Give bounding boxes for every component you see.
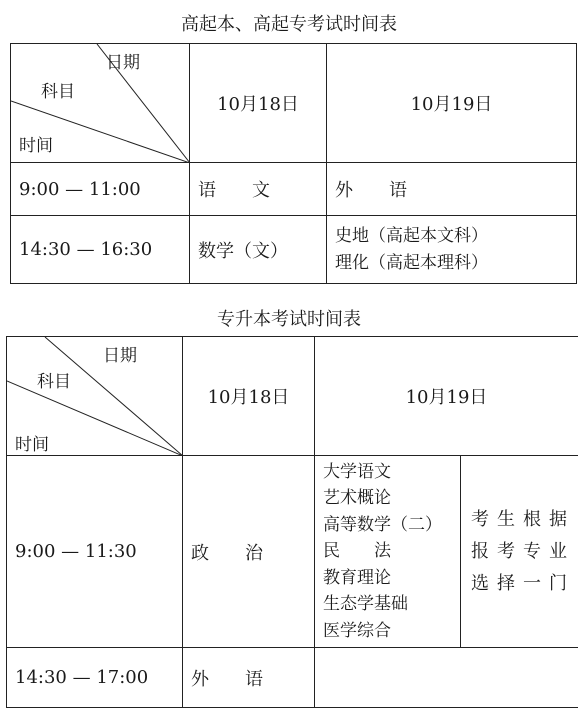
upgrade-exam-schedule-table bbox=[6, 336, 578, 708]
subject-cell: 语 文 bbox=[190, 163, 327, 216]
subject-line: 医学综合 bbox=[323, 618, 460, 645]
subject-header-label: 科目 bbox=[37, 367, 71, 392]
subject-list-cell bbox=[315, 456, 461, 648]
table-header-row bbox=[11, 44, 577, 163]
subject-cell: 外 语 bbox=[183, 648, 315, 708]
subject-list-cell bbox=[327, 216, 577, 284]
selection-note-cell bbox=[461, 456, 578, 648]
time-header-label: 时间 bbox=[15, 430, 49, 455]
time-cell: 14:30 — 17:00 bbox=[7, 648, 183, 708]
date-header-label: 日期 bbox=[106, 48, 140, 73]
table-header-row bbox=[7, 337, 578, 456]
diagonal-header-cell bbox=[7, 337, 183, 456]
subject-line: 史地（高起本文科） bbox=[335, 223, 576, 250]
subject-header-label: 科目 bbox=[41, 77, 75, 102]
diagonal-header-cell bbox=[11, 44, 190, 163]
subject-line: 大学语文 bbox=[323, 459, 460, 486]
subject-line: 理化（高起本理科） bbox=[335, 250, 576, 277]
time-header-label: 时间 bbox=[19, 131, 53, 156]
subject-cell: 政 治 bbox=[183, 456, 315, 648]
table2-title: 专升本考试时间表 bbox=[0, 305, 578, 331]
subject-line: 高等数学（二） bbox=[323, 512, 460, 539]
subject-line: 生态学基础 bbox=[323, 591, 460, 618]
subject-line: 民 法 bbox=[323, 538, 460, 565]
date-header-label: 日期 bbox=[103, 341, 137, 366]
note-line: 考生根据 bbox=[471, 504, 578, 536]
day2-header: 10月19日 bbox=[327, 44, 577, 163]
day2-header: 10月19日 bbox=[315, 337, 578, 456]
note-line: 报考专业 bbox=[471, 536, 578, 568]
table-row bbox=[7, 648, 578, 708]
time-cell: 9:00 — 11:30 bbox=[7, 456, 183, 648]
subject-line: 艺术概论 bbox=[323, 485, 460, 512]
table-row bbox=[11, 216, 577, 284]
table-row bbox=[7, 456, 578, 648]
time-cell: 14:30 — 16:30 bbox=[11, 216, 190, 284]
day1-header: 10月18日 bbox=[183, 337, 315, 456]
subject-cell: 数学（文） bbox=[190, 216, 327, 284]
day1-header: 10月18日 bbox=[190, 44, 327, 163]
high-school-exam-schedule-table bbox=[10, 43, 577, 284]
empty-cell bbox=[315, 648, 578, 708]
time-cell: 9:00 — 11:00 bbox=[11, 163, 190, 216]
subject-cell: 外 语 bbox=[327, 163, 577, 216]
subject-line: 教育理论 bbox=[323, 565, 460, 592]
table-row bbox=[11, 163, 577, 216]
table1-title: 高起本、高起专考试时间表 bbox=[0, 10, 578, 36]
note-line: 选择一门 bbox=[471, 568, 578, 600]
